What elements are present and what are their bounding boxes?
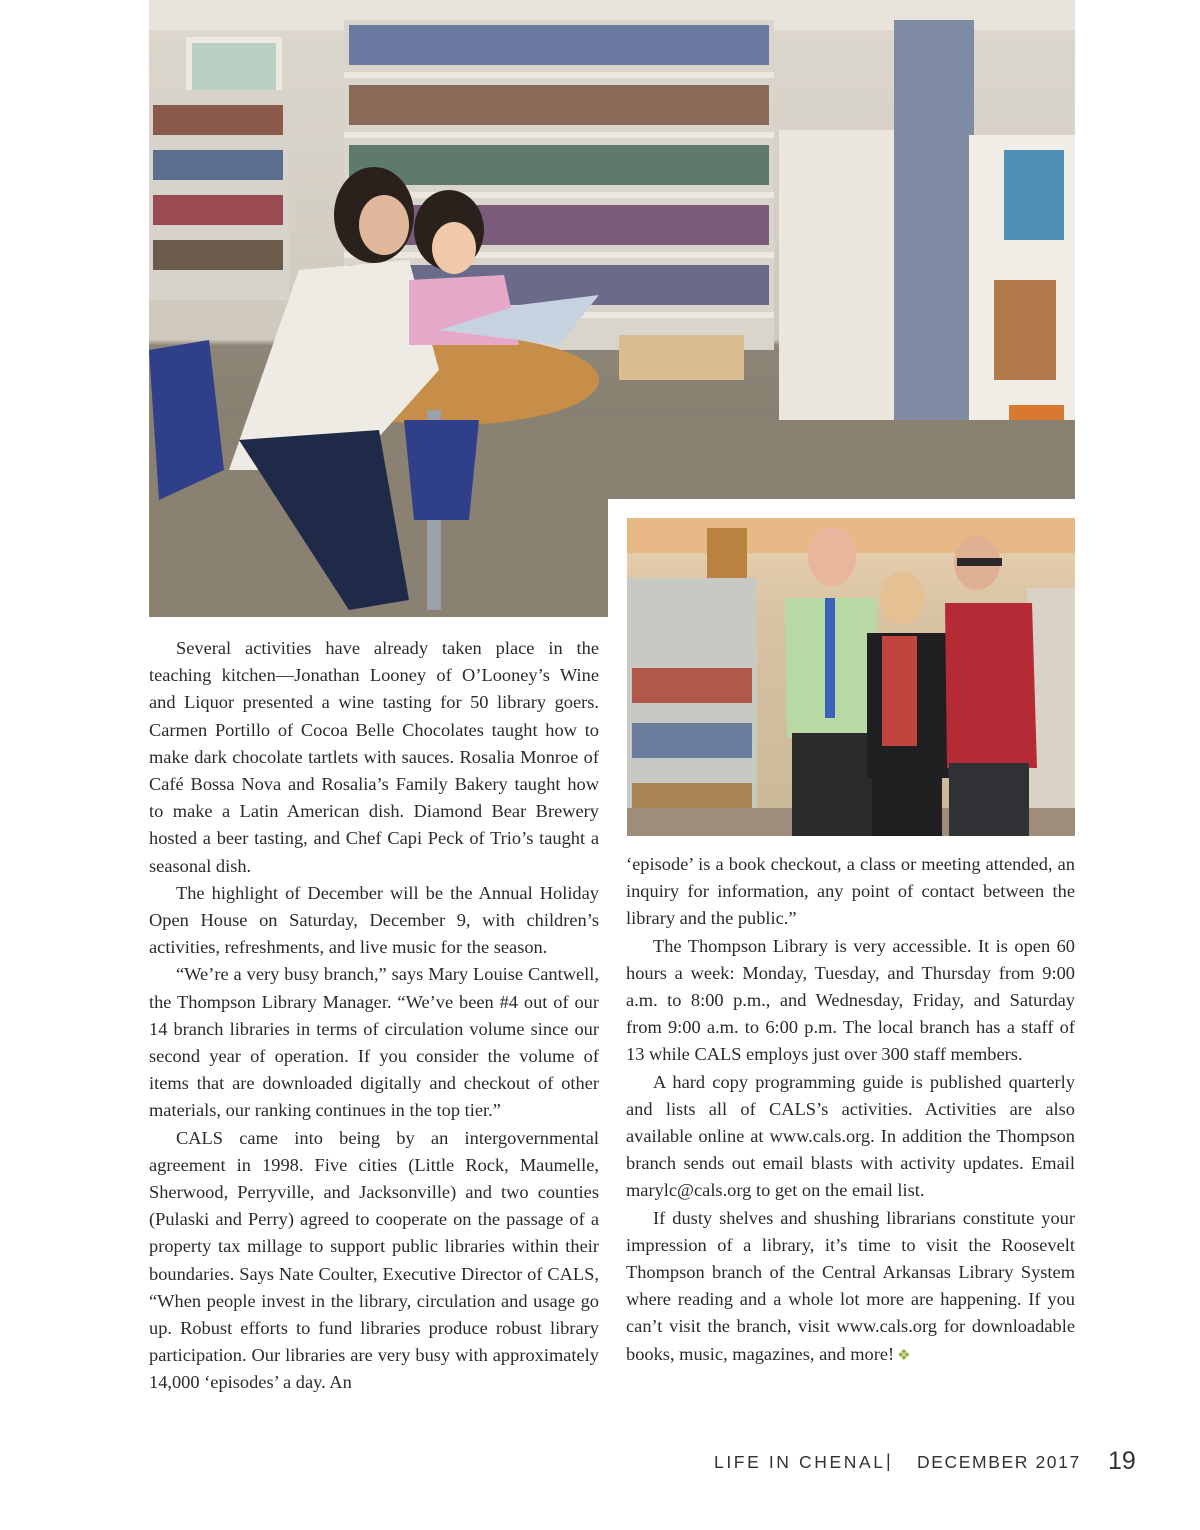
article-paragraph: “We’re a very busy branch,” says Mary Louise Cantwell, the Thompson Library Manager. “We’ve been #4 out of our 14 branch libraries in terms of circulation volume since our second year of operation. If you consider the volume of items that are downloaded digitally and checkout of other materials, our ranking continues in the top tier.” <box>149 964 599 1121</box>
article-paragraph: The highlight of December will be the Annual Holiday Open House on Saturday, December 9, with children’s activities, refreshments, and live music for the season. <box>149 882 599 958</box>
photo-library-staff <box>627 518 1075 836</box>
page-footer <box>700 1447 1160 1482</box>
footer-publication-name: LIFE IN CHENAL <box>714 1452 886 1472</box>
footer-issue-date: DECEMBER 2017 <box>917 1452 1081 1472</box>
article-paragraph: The Thompson Library is very accessible. It is open 60 hours a week: Monday, Tuesday, and Thursday from 9:00 a.m. to 8:00 p.m., and Wednesday, Friday, and Saturday from 9:00 a.m. to 6:00 p.m. The local branch has a staff of 13 while CALS employs just over 300 staff members. <box>626 935 1075 1065</box>
footer-separator: | <box>886 1451 891 1471</box>
end-of-article-mark: ❖ <box>897 1347 911 1364</box>
article-column-left <box>149 635 599 1397</box>
article-paragraph-continued: ‘episode’ is a book checkout, a class or meeting attended, an inquiry for information, any point of contact between the library and the public.” <box>626 854 1075 929</box>
article-column-right <box>626 851 1075 1370</box>
article-paragraph: A hard copy programming guide is published quarterly and lists all of CALS’s activities. Activities are also available online at www.cals.org. In addition the Thompson branch sends out email blasts with activity updates. Email marylc@cals.org to get on the email list. <box>626 1071 1075 1201</box>
article-paragraph-final <box>626 1205 1075 1370</box>
article-paragraph-final-text: If dusty shelves and shushing librarians constitute your impression of a library, it’s time to visit the Roosevelt Thompson branch of the Central Arkansas Library System where reading and a whole lot more are happening. If you can’t visit the branch, visit www.cals.org for downloadable books, music, magazines, and more! <box>626 1207 1075 1364</box>
article-paragraph: Several activities have already taken place in the teaching kitchen—Jonathan Looney of O’Looney’s Wine and Liquor presented a wine tasting for 50 library goers. Carmen Portillo of Cocoa Belle Chocolates taught how to make dark chocolate tartlets with sauces. Rosalia Monroe of Café Bossa Nova and Rosalia’s Family Bakery taught how to make a Latin American dish. Diamond Bear Brewery hosted a beer tasting, and Chef Capi Peck of Trio’s taught a seasonal dish. <box>149 638 599 876</box>
page-number: 19 <box>1108 1447 1136 1475</box>
article-paragraph: CALS came into being by an intergovernmental agreement in 1998. Five cities (Little Rock, Maumelle, Sherwood, Perryville, and Jacksonville) and two counties (Pulaski and Perry) agreed to cooperate on the passage of a property tax millage to support public libraries within their boundaries. Says Nate Coulter, Executive Director of CALS, “When people invest in the library, circulation and usage go up. Robust efforts to fund libraries produce robust library participation. Our libraries are very busy with approximately 14,000 ‘episodes’ a day. An <box>149 1127 599 1393</box>
